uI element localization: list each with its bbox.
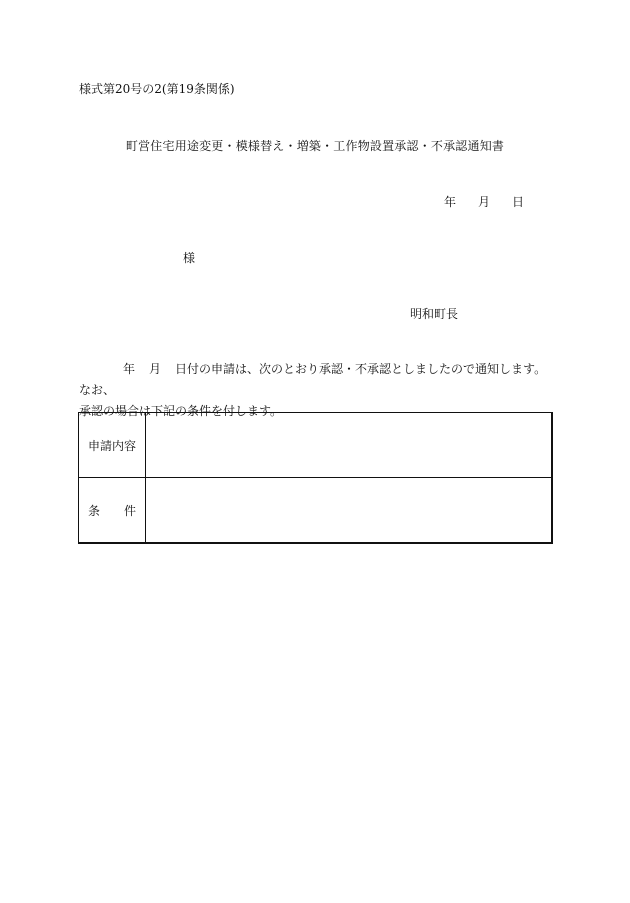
form-number: 様式第20号の2(第19条関係) — [79, 82, 235, 96]
date-month: 月 — [478, 195, 491, 209]
value-application-content[interactable] — [146, 413, 553, 478]
date-line — [444, 193, 524, 210]
issuer: 明和町長 — [410, 307, 459, 321]
body-month: 月 — [149, 362, 162, 376]
addressee-suffix: 様 — [183, 251, 196, 265]
body-year: 年 — [123, 362, 136, 376]
label-conditions: 条 件 — [79, 478, 146, 544]
body-text-line1: 日付の申請は、次のとおり承認・不承認としましたので通知します。なお、 — [79, 362, 547, 397]
table-row-application — [79, 413, 553, 478]
info-table — [78, 412, 553, 544]
table-row-conditions — [79, 478, 553, 544]
date-year: 年 — [444, 195, 457, 209]
body-text-line2: 承認の場合は下記の条件を付します。 — [79, 404, 283, 418]
value-conditions[interactable] — [146, 478, 553, 544]
label-application-content: 申請内容 — [79, 413, 146, 478]
document-title: 町営住宅用途変更・模様替え・増築・工作物設置承認・不承認通知書 — [125, 139, 505, 153]
date-day: 日 — [512, 195, 525, 209]
